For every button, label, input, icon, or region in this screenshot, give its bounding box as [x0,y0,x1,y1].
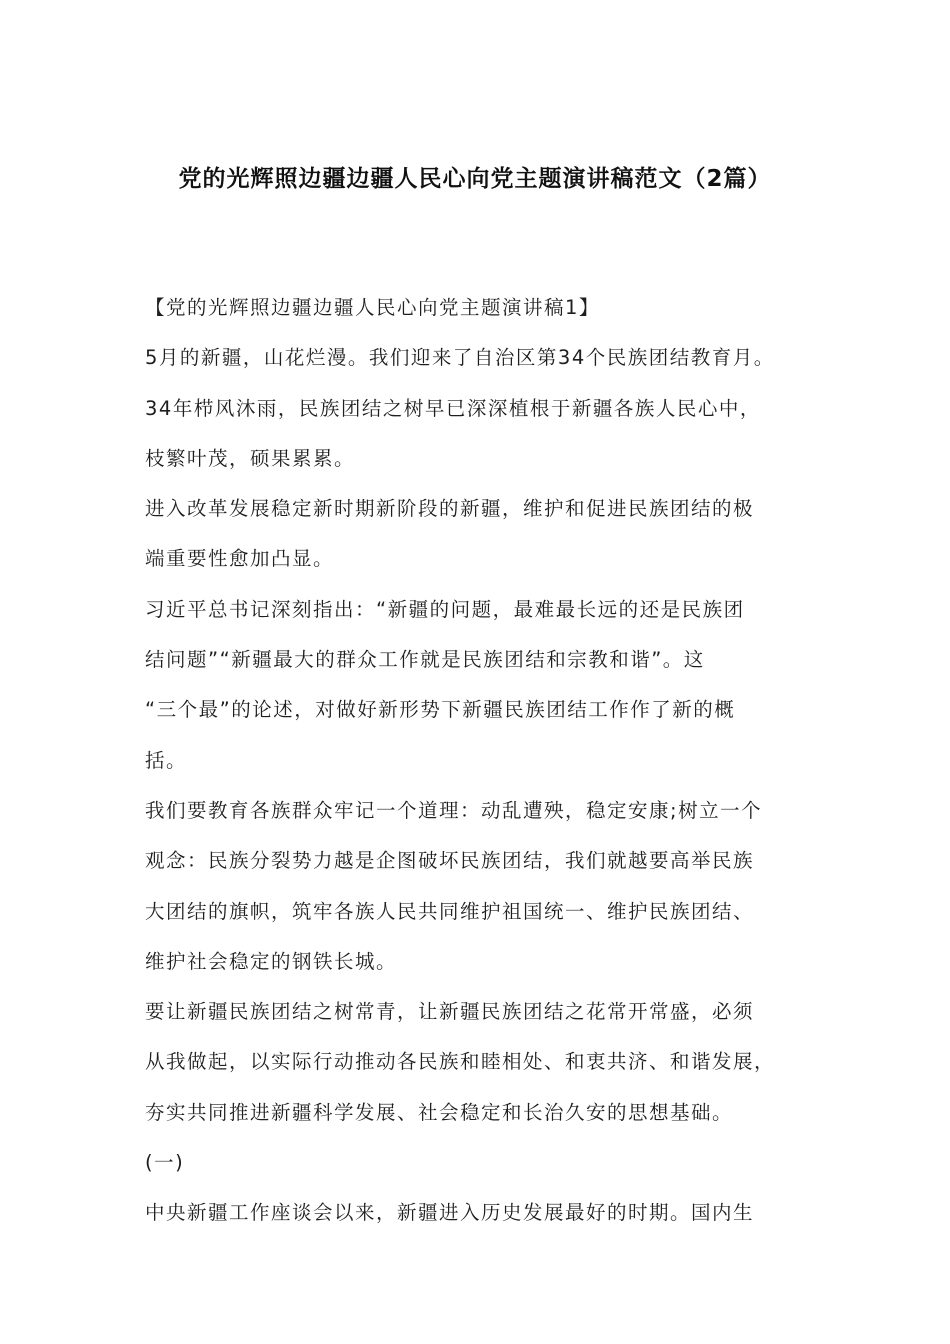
document-title: 党的光辉照边疆边疆人民心向党主题演讲稿范文（2篇） [178,166,772,192]
body-line: 大团结的旗帜，筑牢各族人民共同维护祖国统一、维护民族团结、 [145,899,755,923]
body-line: 括。 [145,748,188,772]
body-line: 习近平总书记深刻指出：“新疆的问题，最难最长远的还是民族团 [145,597,745,621]
body-line: 枝繁叶茂，硕果累累。 [145,446,356,470]
body-line: 维护社会稳定的钢铁长城。 [145,949,398,973]
body-line: 【党的光辉照边疆边疆人民心向党主题演讲稿1】 [145,296,600,319]
body-line: 夯实共同推进新疆科学发展、社会稳定和长治久安的思想基础。 [145,1100,734,1124]
document-body [145,283,835,1239]
body-line: 34年栉风沐雨，民族团结之树早已深深植根于新疆各族人民心中， [145,396,761,420]
body-line: 结问题”“新疆最大的群众工作就是民族团结和宗教和谐”。这 [145,648,705,672]
body-line: 端重要性愈加凸显。 [145,547,335,571]
body-line: 我们要教育各族群众牢记一个道理：动乱遭殃，稳定安康;树立一个 [145,798,763,822]
body-line: 中央新疆工作座谈会以来，新疆进入历史发展最好的时期。国内生 [145,1201,755,1225]
body-line: 5月的新疆，山花烂漫。我们迎来了自治区第34个民族团结教育月。 [145,346,775,370]
body-line: 观念：民族分裂势力越是企图破坏民族团结，我们就越要高举民族 [145,849,755,873]
body-line: (一) [145,1151,185,1175]
body-line: 进入改革发展稳定新时期新阶段的新疆，维护和促进民族团结的极 [145,497,755,521]
body-line: “三个最”的论述，对做好新形势下新疆民族团结工作作了新的概 [145,698,736,722]
body-line: 要让新疆民族团结之树常青，让新疆民族团结之花常开常盛，必须 [145,1000,755,1024]
body-line: 从我做起，以实际行动推动各民族和睦相处、和衷共济、和谐发展， [145,1050,776,1074]
